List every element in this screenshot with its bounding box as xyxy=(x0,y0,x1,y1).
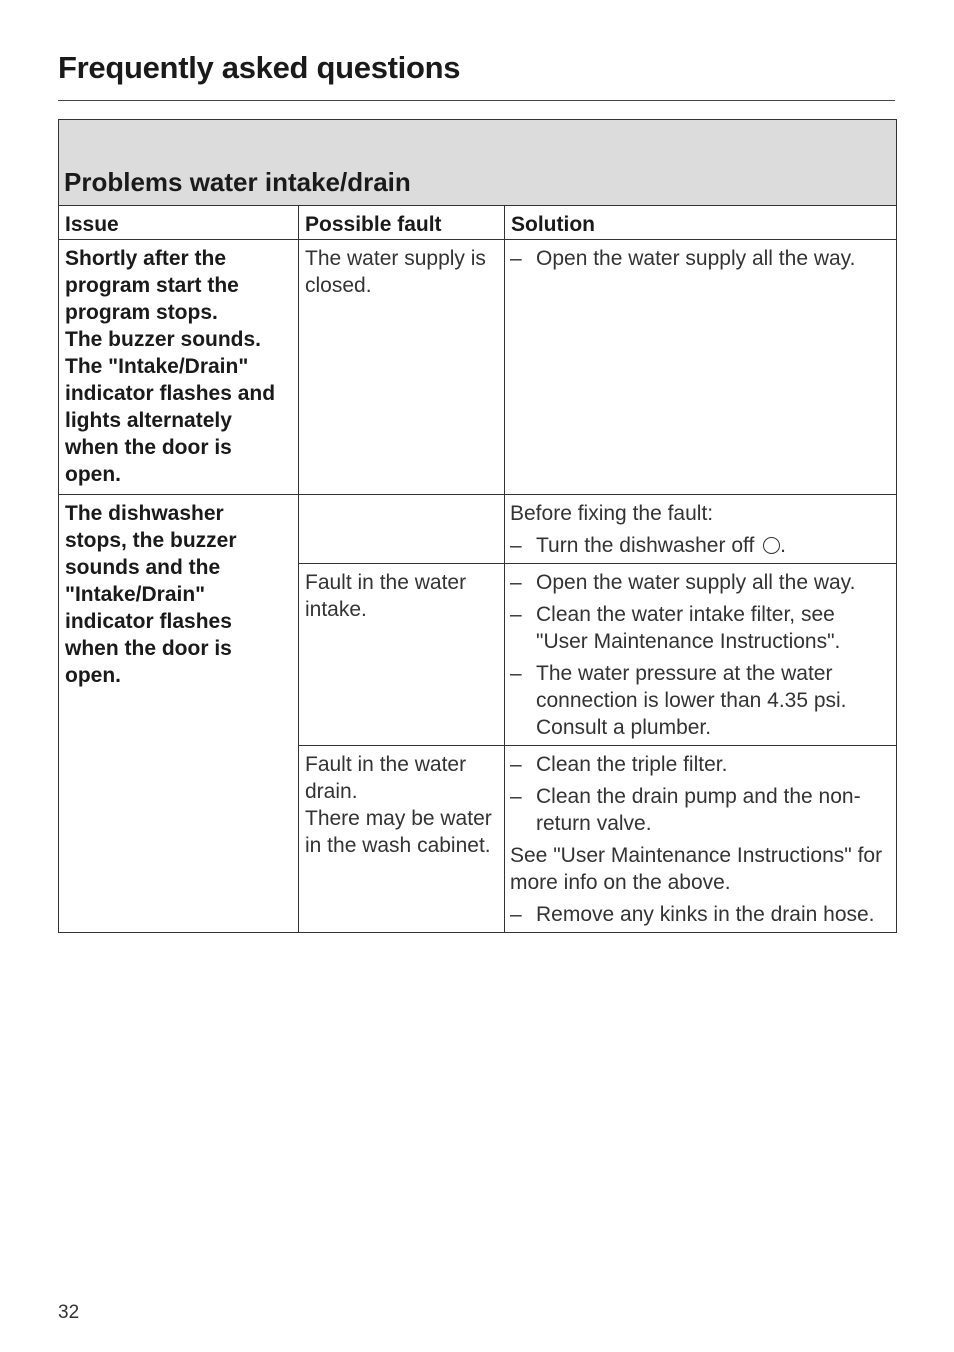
issue-line: indicator flashes and xyxy=(65,382,276,405)
solution-text: Turn the dishwasher off xyxy=(536,534,755,557)
fault-cell: Fault in the water intake. xyxy=(299,564,505,746)
solution-text: Remove any kinks in the drain hose. xyxy=(536,903,875,926)
column-header-row xyxy=(59,206,897,240)
solution-cell xyxy=(505,495,897,564)
issue-line: The buzzer sounds. xyxy=(65,328,262,351)
section-header-row xyxy=(59,120,897,206)
solution-bullet xyxy=(510,532,890,559)
fault-cell xyxy=(299,746,505,933)
section-title: Problems water intake/drain xyxy=(59,120,897,206)
solution-text-end: . xyxy=(780,534,786,557)
solution-text: Open the water supply all the way. xyxy=(536,247,856,270)
issue-line: program start the xyxy=(65,274,239,297)
column-header-solution: Solution xyxy=(505,206,897,240)
solution-bullet xyxy=(510,901,890,928)
solution-bullet xyxy=(510,783,890,837)
page-number: 32 xyxy=(58,1302,80,1323)
issue-cell xyxy=(59,495,299,933)
issue-line: "Intake/Drain" xyxy=(65,583,206,606)
fault-text: Fault in the water drain. xyxy=(305,753,467,803)
dash-marker: – xyxy=(510,603,522,626)
solution-text: Clean the water intake filter, see "User Maintenance Instructions". xyxy=(536,603,841,653)
dash-marker: – xyxy=(510,247,522,270)
solution-text: The water pressure at the water connection is lower than 4.35 psi. Consult a plumber. xyxy=(536,662,847,739)
solution-bullet xyxy=(510,751,890,778)
issue-line: when the door is xyxy=(65,436,232,459)
column-header-fault: Possible fault xyxy=(299,206,505,240)
page-title: Frequently asked questions xyxy=(58,50,461,85)
fault-text: There may be water in the wash cabinet. xyxy=(305,807,492,857)
table-row xyxy=(59,240,897,495)
column-header-issue: Issue xyxy=(59,206,299,240)
fault-cell: The water supply is closed. xyxy=(299,240,505,495)
solution-bullet xyxy=(510,245,890,272)
solution-cell xyxy=(505,746,897,933)
table-row xyxy=(59,495,897,564)
issue-line: The dishwasher xyxy=(65,502,224,525)
solution-bullet xyxy=(510,569,890,596)
issue-line: The "Intake/Drain" xyxy=(65,355,249,378)
issue-line: program stops. xyxy=(65,301,218,324)
solution-text: Open the water supply all the way. xyxy=(536,571,856,594)
issue-line: indicator flashes xyxy=(65,610,232,633)
solution-intro: Before fixing the fault: xyxy=(510,502,714,525)
power-off-circle-icon xyxy=(763,537,780,554)
solution-cell xyxy=(505,240,897,495)
solution-text: Clean the drain pump and the non-return valve. xyxy=(536,785,861,835)
solution-bullet xyxy=(510,660,890,741)
solution-bullet xyxy=(510,601,890,655)
dash-marker: – xyxy=(510,662,522,685)
dash-marker: – xyxy=(510,571,522,594)
solution-text-wrap xyxy=(536,532,890,559)
issue-line: sounds and the xyxy=(65,556,221,579)
issue-line: stops, the buzzer xyxy=(65,529,237,552)
solution-cell xyxy=(505,564,897,746)
faq-table xyxy=(58,119,897,933)
issue-line: lights alternately xyxy=(65,409,232,432)
solution-text: Clean the triple filter. xyxy=(536,753,728,776)
solution-note: See "User Maintenance Instructions" for more info on the above. xyxy=(510,844,883,894)
issue-line: open. xyxy=(65,463,121,486)
issue-line: Shortly after the xyxy=(65,247,227,270)
issue-cell xyxy=(59,240,299,495)
dash-marker: – xyxy=(510,785,522,808)
issue-line: when the door is xyxy=(65,637,232,660)
title-divider xyxy=(58,100,895,101)
dash-marker: – xyxy=(510,534,522,557)
fault-cell xyxy=(299,495,505,564)
dash-marker: – xyxy=(510,753,522,776)
issue-line: open. xyxy=(65,664,121,687)
dash-marker: – xyxy=(510,903,522,926)
